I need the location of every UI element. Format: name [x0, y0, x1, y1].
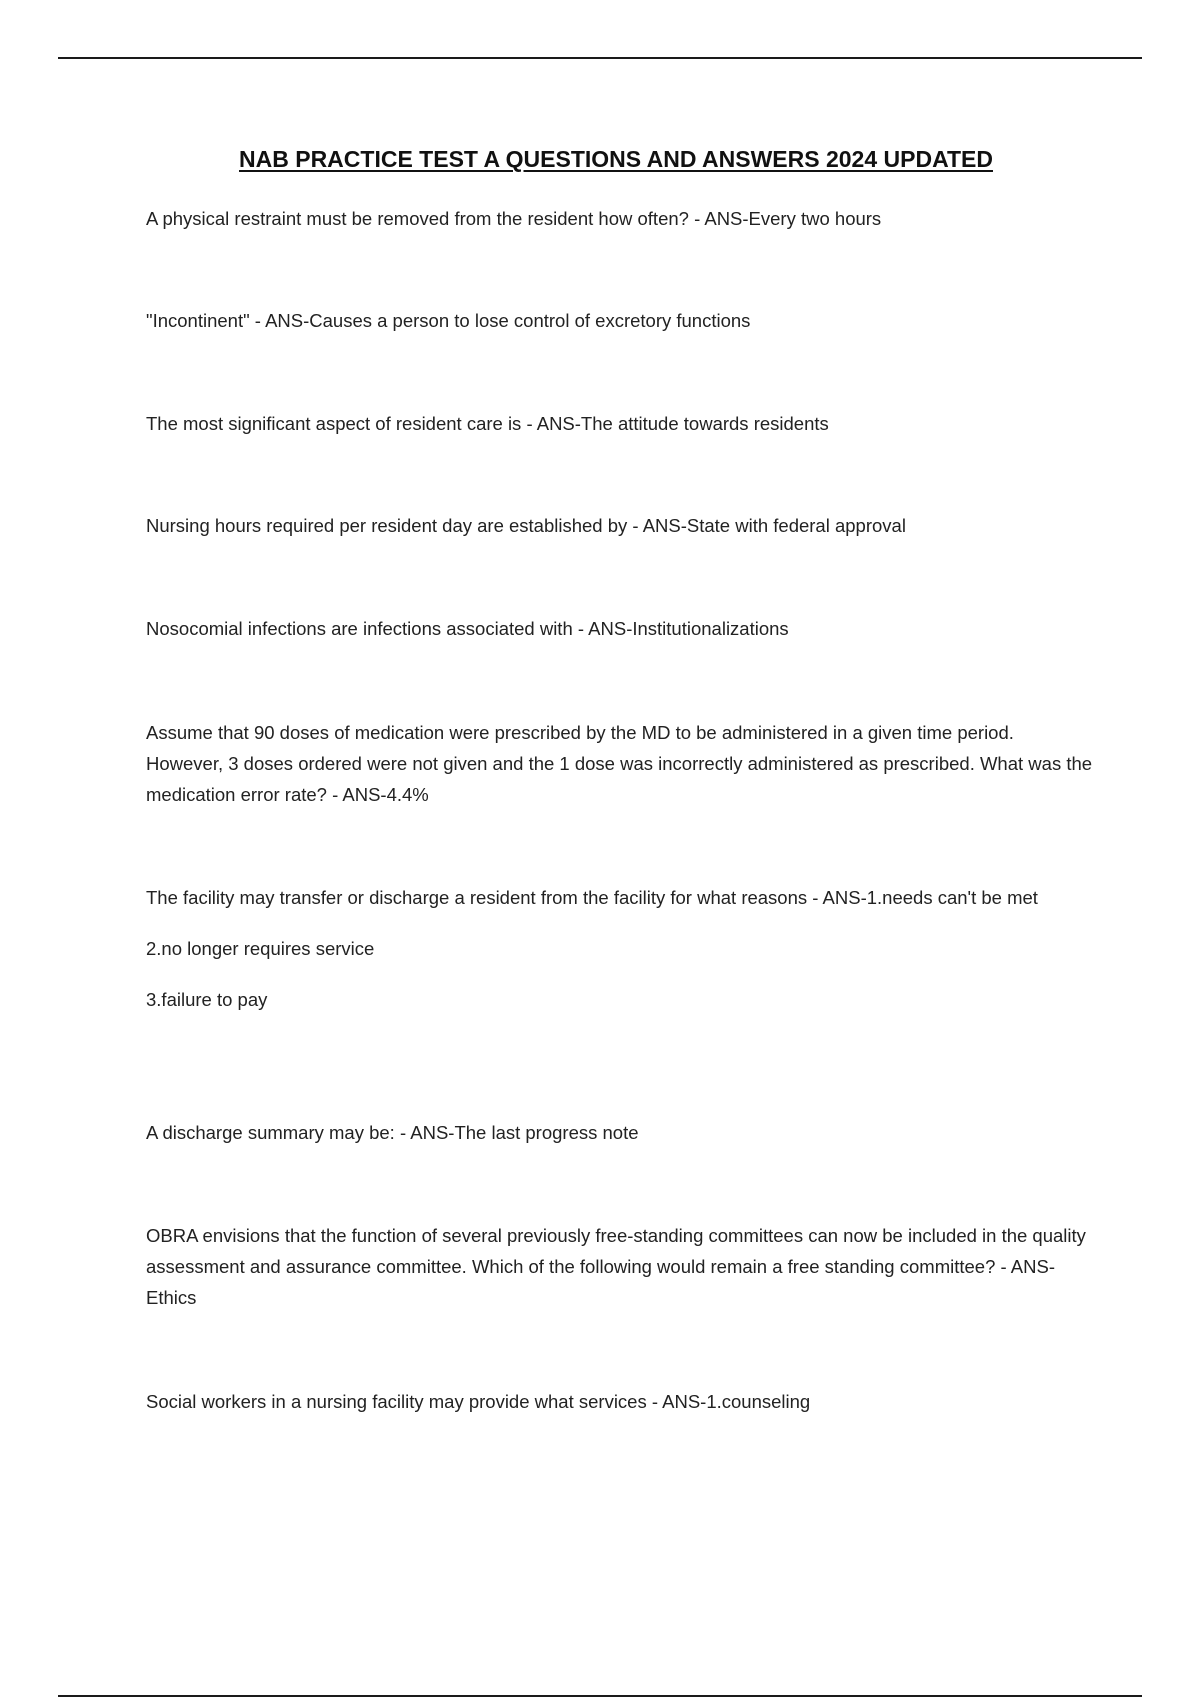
qa-text: Nosocomial infections are infections associated with - ANS-Institutionalizations [146, 618, 789, 639]
qa-text: Social workers in a nursing facility may provide what services - ANS-1.counseling [146, 1391, 811, 1412]
qa-text: A discharge summary may be: - ANS-The last progress note [146, 1122, 639, 1143]
qa-item-6 [146, 717, 1096, 810]
qa-item-8 [146, 1117, 1096, 1148]
qa-continuation-1: 2.no longer requires service [146, 938, 375, 959]
qa-item-9 [146, 1220, 1096, 1313]
qa-text: OBRA envisions that the function of several previously free-standing committees can now be included in the quality assessment and assurance committee. Which of the following would remain a free standing committee? - ANS-Ethics [146, 1225, 1086, 1308]
header-rule [58, 57, 1142, 59]
qa-continuation-2: 3.failure to pay [146, 989, 268, 1010]
qa-item-2 [146, 305, 1096, 336]
qa-item-3 [146, 408, 1096, 439]
qa-text: "Incontinent" - ANS-Causes a person to lose control of excretory functions [146, 310, 751, 331]
qa-text: A physical restraint must be removed from the resident how often? - ANS-Every two hours [146, 208, 882, 229]
qa-item-1 [146, 203, 1096, 234]
qa-text: The most significant aspect of resident care is - ANS-The attitude towards residents [146, 413, 829, 434]
qa-item-4 [146, 510, 1096, 541]
qa-text: The facility may transfer or discharge a resident from the facility for what reasons - ANS-1.needs can't be met [146, 887, 1038, 908]
qa-item-7 [146, 882, 1096, 1015]
qa-item-5 [146, 613, 1096, 644]
footer-rule [58, 1695, 1142, 1697]
qa-text: Assume that 90 doses of medication were prescribed by the MD to be administered in a given time period. However, 3 doses ordered were not given and the 1 dose was incorrectly administered as prescribed. What was the medication error rate? - ANS-4.4% [146, 722, 1093, 805]
qa-text: Nursing hours required per resident day are established by - ANS-State with federal approval [146, 515, 906, 536]
document-title: NAB PRACTICE TEST A QUESTIONS AND ANSWERS 2024 UPDATED [239, 146, 993, 172]
qa-item-10 [146, 1386, 1096, 1417]
